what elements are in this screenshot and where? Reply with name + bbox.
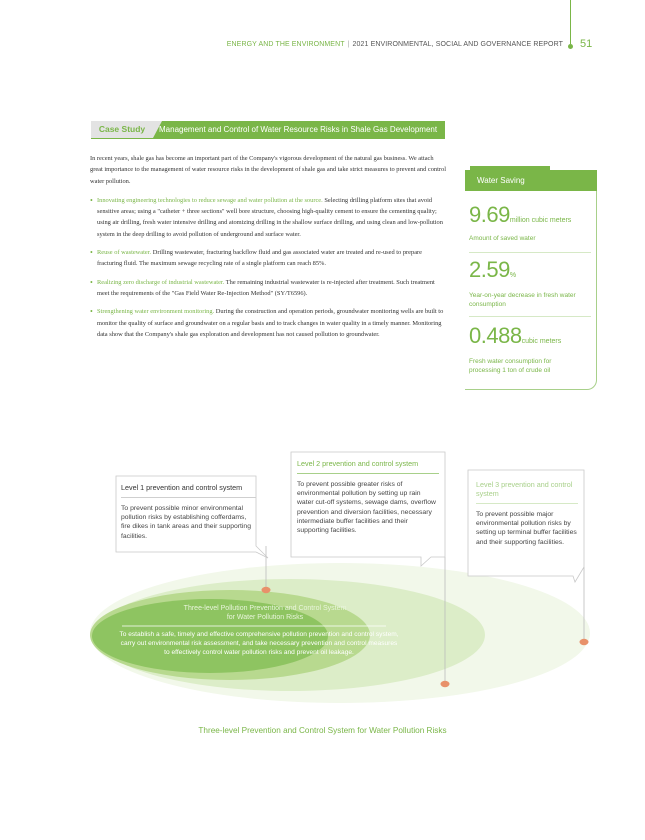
bullet-text: The remaining industrial wastewater is re-injected after treatment. Such treatment meet the requirements of the "Gas Field Water Re-Injection Method" (SY/T6596).	[97, 278, 435, 297]
bullet-text: During the construction and operation periods, groundwater monitoring wells are built to monitor the quality of surface and groundwater on a regular basis and to track changes in water quality in a timely manner. Monitoring data show that the Company's shale gas exploration and development has not caused pollution to groundwater.	[97, 308, 444, 338]
header-report: 2021 ENVIRONMENTAL, SOCIAL AND GOVERNANCE REPORT	[352, 41, 563, 48]
center-title: Three-level Pollution Prevention and Control System for Water Pollution Risks	[183, 605, 347, 621]
bullet-text: Drilling wastewater, fracturing backflow fluid and gas associated water are treated and re-used to prepare fracturing fluid. The maximum sewage recycling rate of a single platform can reach 85%.	[97, 249, 422, 268]
stat-description: Year-on-year decrease in fresh water consumption	[469, 292, 576, 308]
bullet-item	[90, 306, 447, 340]
case-study-body	[90, 153, 447, 347]
level1-box	[121, 483, 256, 541]
bullet-highlight: Realizing zero discharge of industrial wastewater.	[97, 278, 225, 286]
level2-box	[297, 459, 439, 535]
center-text: To establish a safe, timely and effective comprehensive pollution prevention and control system, carry out environmental risk assessment, and take necessary prevention and control measures to effectively control water pollution risks and prevent oil leakage.	[119, 631, 399, 657]
diagram-caption: Three-level Prevention and Control System for Water Pollution Risks	[198, 726, 447, 735]
case-study-title: Management and Control of Water Resource Risks in Shale Gas Development	[159, 125, 438, 134]
stat-unit: million cubic meters	[509, 217, 572, 224]
case-study-tag: Case Study	[91, 121, 153, 138]
stat-separator	[469, 252, 591, 253]
header-section: ENERGY AND THE ENVIRONMENT	[226, 41, 345, 48]
water-saving-title: Water Saving	[465, 170, 597, 191]
stat-saved-water	[469, 202, 571, 228]
bullet-item	[90, 247, 447, 270]
level3-marker	[580, 639, 589, 645]
case-study-bar	[91, 121, 445, 138]
stat-value: 9.69	[469, 202, 510, 227]
stat-freshwater-decrease	[469, 257, 516, 283]
level1-title: Level 1 prevention and control system	[121, 483, 243, 492]
water-saving-panel	[465, 170, 597, 390]
level3-text: To prevent possible major environmental pollution risks by setting up terminal buffer facilities and their supporting facilities.	[476, 511, 577, 546]
stat-value: 2.59	[469, 257, 510, 282]
stat-separator	[469, 316, 591, 317]
level1-rule	[121, 497, 256, 498]
header-dot	[568, 44, 573, 49]
stat-freshwater-per-ton	[469, 323, 561, 349]
running-header: ENERGY AND THE ENVIRONMENT | 2021 ENVIRONMENTAL, SOCIAL AND GOVERNANCE REPORT	[226, 41, 563, 48]
case-study-underline	[91, 138, 445, 139]
level2-rule	[297, 473, 439, 474]
level3-box	[476, 480, 578, 547]
stat-unit: cubic meters	[521, 338, 562, 345]
bullet-dot-icon: •	[90, 307, 93, 317]
bullet-highlight: Innovating engineering technologies to reduce sewage and water pollution at the source.	[97, 196, 323, 204]
stat-description: Fresh water consumption for processing 1 ton of crude oil	[469, 358, 552, 374]
level3-title: Level 3 prevention and control system	[476, 480, 573, 498]
level3-rule	[476, 503, 578, 504]
level2-marker	[441, 681, 450, 687]
level2-title: Level 2 prevention and control system	[297, 459, 419, 468]
stat-unit: %	[509, 272, 517, 279]
stat-value: 0.488	[469, 323, 522, 348]
bullet-item	[90, 277, 447, 300]
level1-marker	[262, 587, 271, 593]
bullet-text: Selecting drilling platform sites that avoid sensitive areas; using a "catheter + three sections" well bore structure, choosing high-quality cement to ensure the cementing quality; using air drilling, fresh water intensive drilling and atomizing drilling in the shallow surface drilling, and using clean and low-pollution system in the deep drilling to avoid pollution of underground and surface water.	[97, 196, 443, 238]
bullet-highlight: Reuse of wastewater.	[97, 249, 152, 257]
bullet-dot-icon: •	[90, 195, 93, 205]
bullet-highlight: Strengthening water environment monitoring.	[97, 308, 215, 316]
bullet-dot-icon: •	[90, 248, 93, 258]
level2-text: To prevent possible greater risks of environmental pollution by setting up rain water cut-off systems, sewage dams, overflow prevention and diversion facilities, necessary intermediate buffer facilities and their supporting facilities.	[297, 481, 436, 535]
stat-description: Amount of saved water	[469, 235, 536, 242]
intro-paragraph: In recent years, shale gas has become an important part of the Company's vigorous development of the natural gas business. We attach great importance to the management of water resource risks in the development of shale gas and take strict measures to prevent and control water pollution.	[90, 155, 446, 185]
bullet-item	[90, 195, 447, 240]
level1-text: To prevent possible minor environmental pollution risks by establishing cofferdams, fire dikes in tank areas and their supporting facilities.	[121, 505, 251, 540]
page-number: 51	[580, 38, 593, 50]
header-vertical-line	[570, 0, 571, 44]
bullet-dot-icon: •	[90, 277, 93, 287]
